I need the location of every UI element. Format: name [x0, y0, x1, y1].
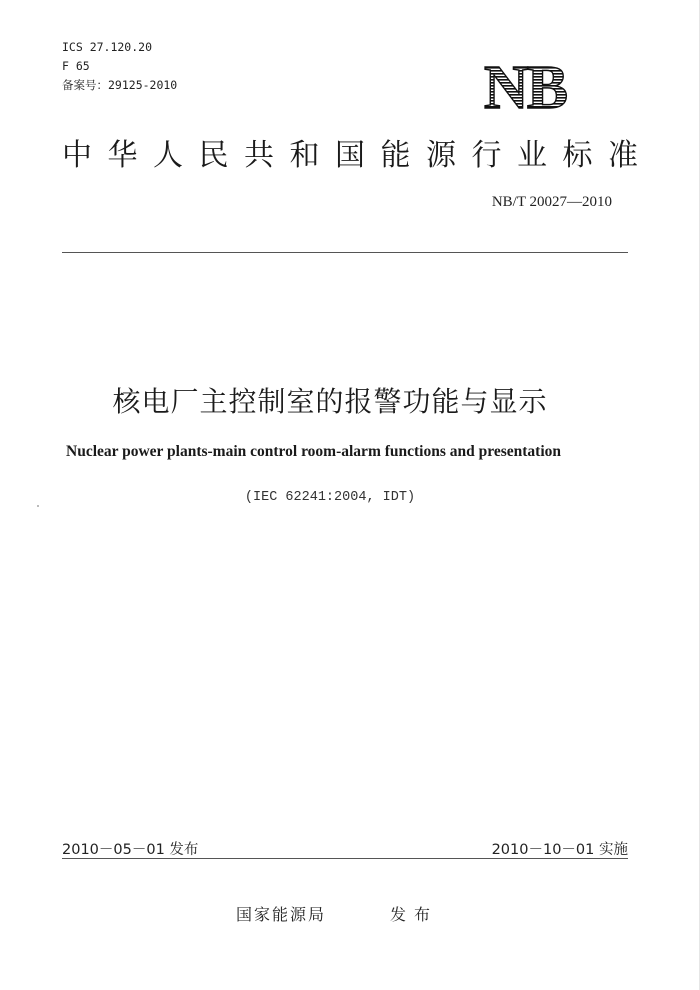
nb-logo — [455, 58, 595, 116]
issue-label: 发布 — [390, 905, 439, 924]
title-chinese: 核电厂主控制室的报警功能与显示 — [112, 385, 548, 418]
issuing-authority: 国家能源局 — [236, 905, 327, 924]
industry-standard-title: 中华人民共和国能源行业标准 — [62, 138, 654, 173]
standard-number: NB/T 20027—2010 — [491, 194, 612, 210]
issue-date: 2010－05－01 发布 — [62, 842, 199, 858]
effective-date: 2010－10－01 实施 — [491, 842, 628, 858]
title-english: Nuclear power plants-main control room-alarm functions and presentation — [66, 443, 562, 460]
header-divider — [62, 252, 628, 253]
footer-divider — [62, 858, 628, 859]
classification-block — [62, 38, 177, 95]
ccs-code: F 65 — [62, 59, 90, 73]
scan-speck — [37, 505, 39, 507]
equivalence-note: (IEC 62241:2004, IDT) — [244, 490, 416, 505]
ics-code: ICS 27.120.20 — [62, 40, 153, 54]
logo-text: NB — [483, 58, 567, 116]
record-number: 备案号：29125-2010 — [62, 78, 178, 92]
